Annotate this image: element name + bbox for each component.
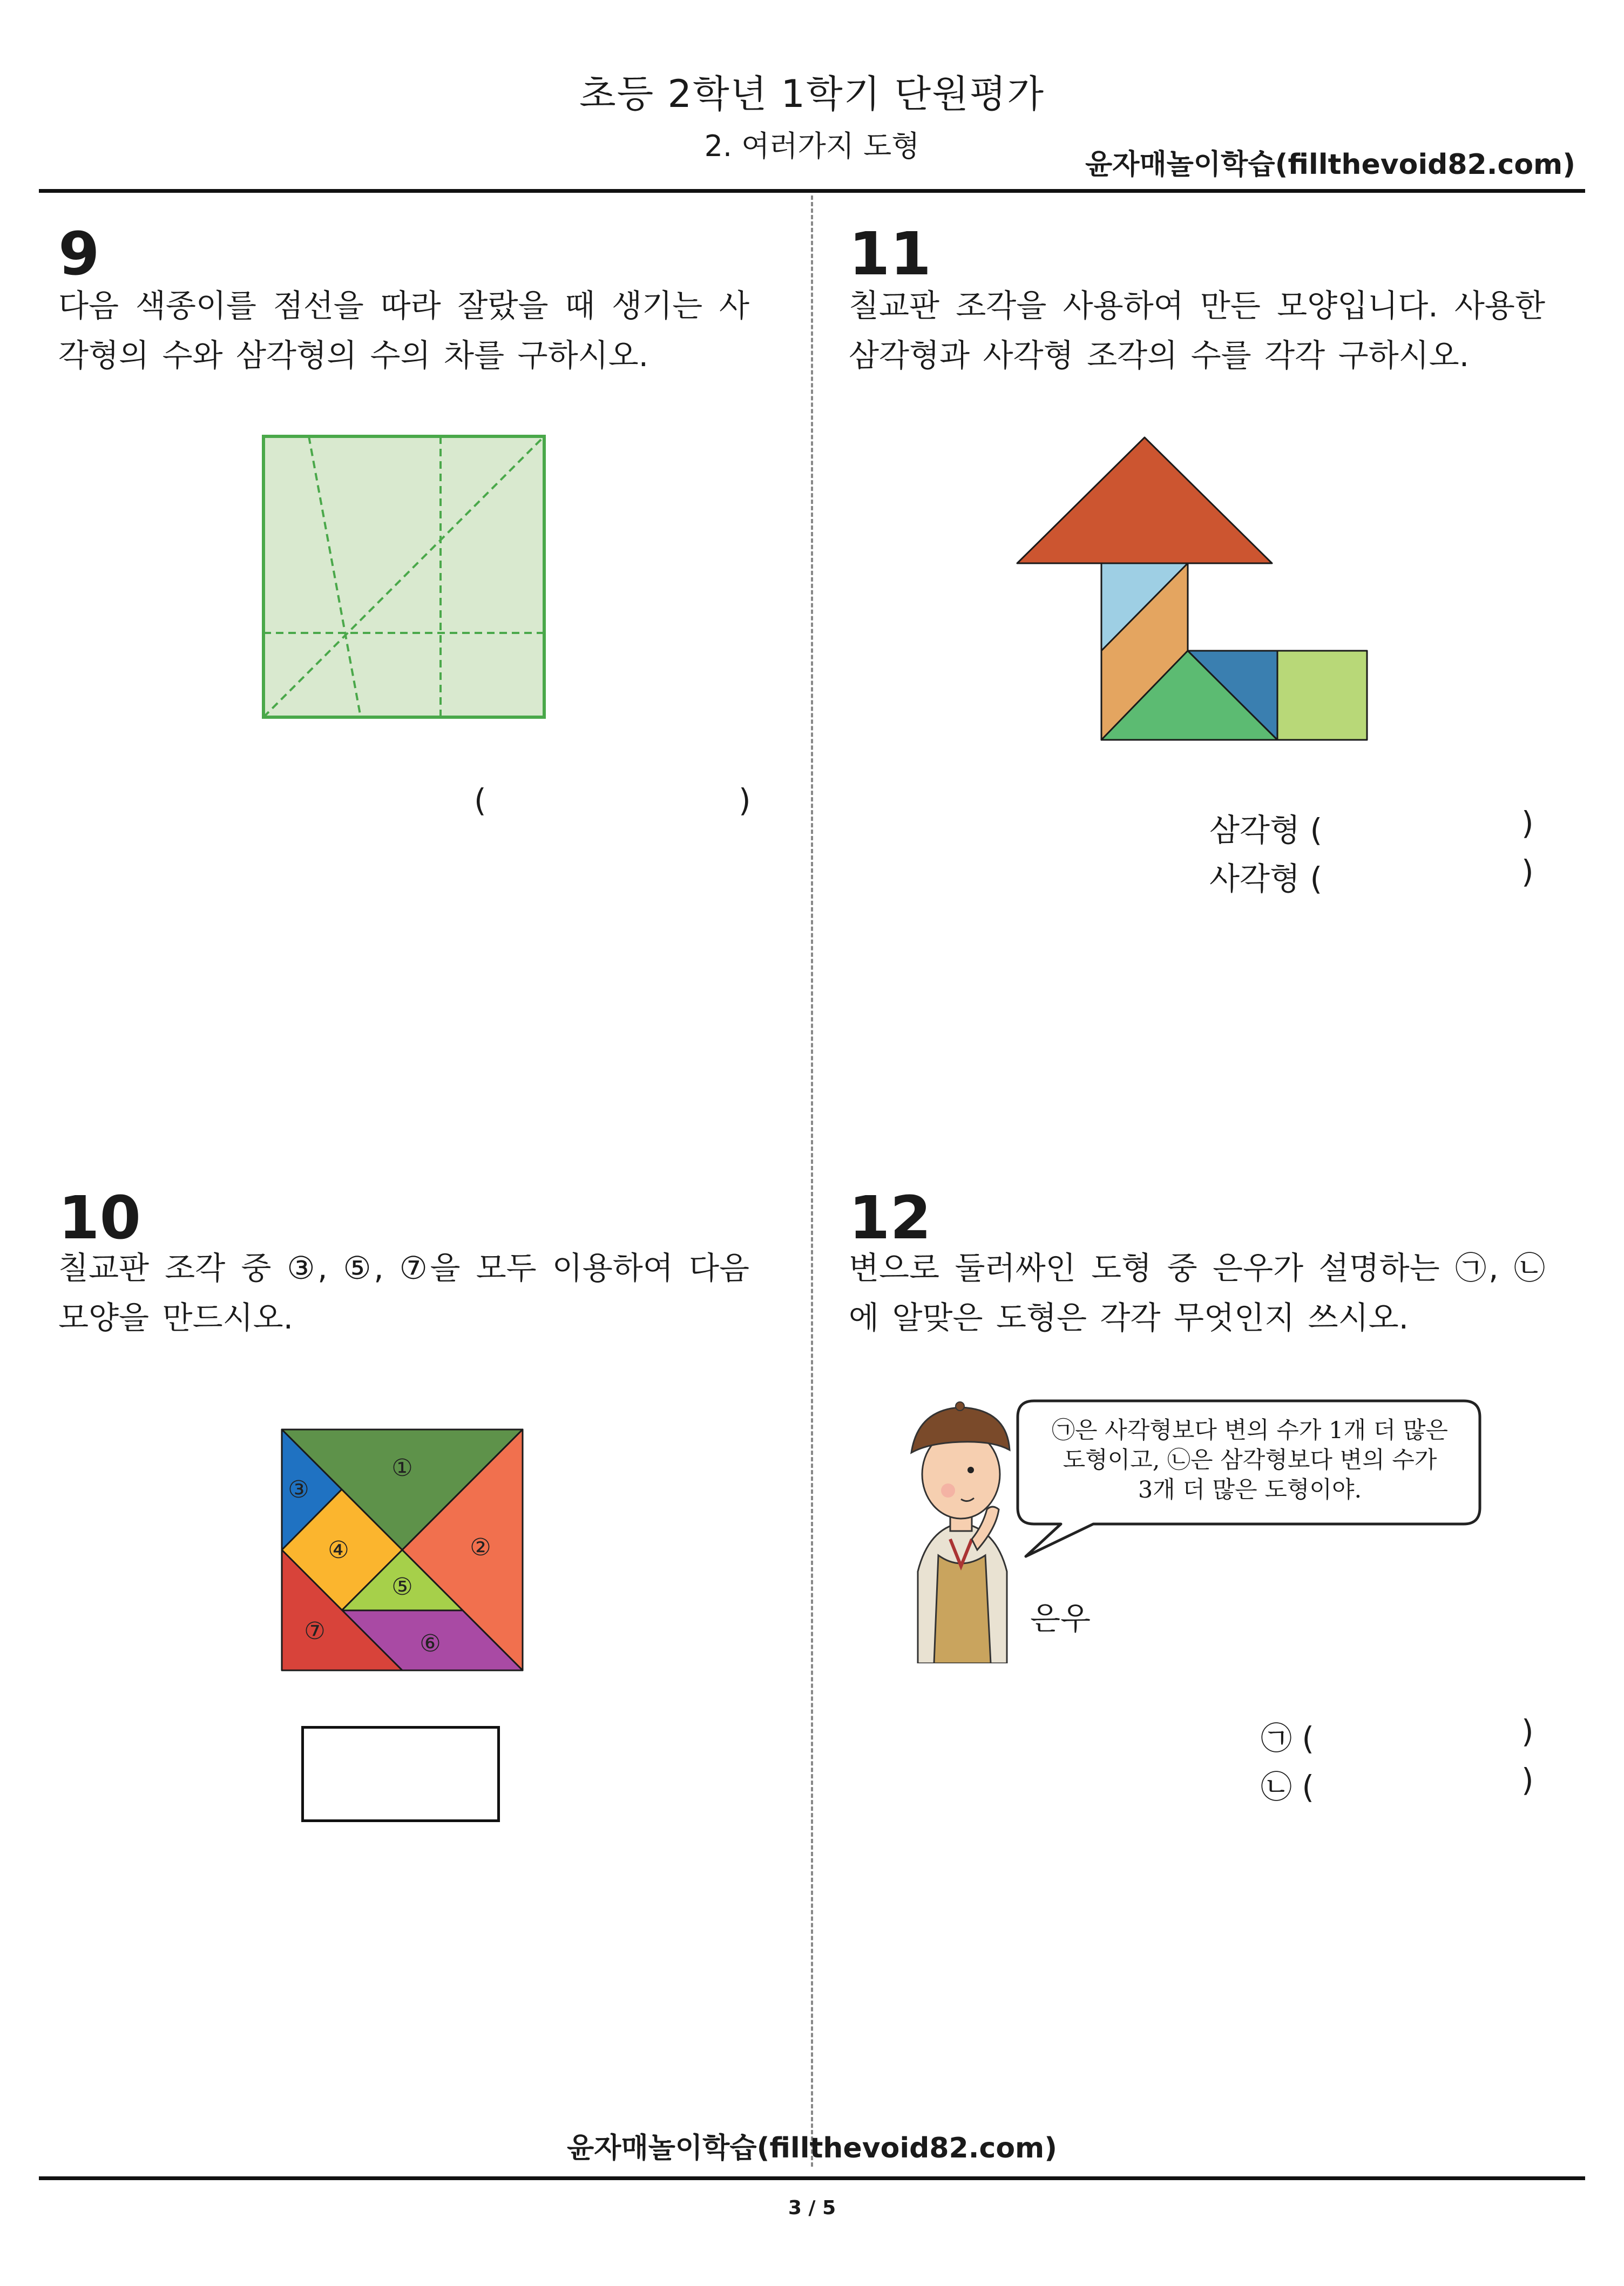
piece-5-label: ⑤ — [391, 1573, 413, 1601]
speech-line-3: 3개 더 많은 도형이야. — [1138, 1476, 1362, 1503]
question-11-number: 11 — [849, 219, 932, 288]
shape-answer-box[interactable] — [301, 1726, 500, 1822]
piece-7-label: ⑦ — [304, 1617, 326, 1645]
question-11-text: 칠교판 조각을 사용하여 만든 모양입니다. 사용한 삼각형과 사각형 조각의 수를 각각 구하시오. — [849, 287, 1545, 374]
speech-line-1: ㉠은 사각형보다 변의 수가 1개 더 많은 — [1052, 1417, 1448, 1444]
question-10-text: 칠교판 조각 중 ③, ⑤, ⑦을 모두 이용하여 다음 모양을 만드시오. — [58, 1250, 749, 1336]
speaker-name: 은우 — [1030, 1600, 1091, 1637]
page-title: 초등 2학년 1학기 단원평가 — [579, 72, 1045, 116]
header-rule — [39, 189, 1585, 193]
piece-6-label: ⑥ — [419, 1630, 441, 1657]
brand-header: 윤자매놀이학습(fillthevoid82.com) — [1085, 149, 1575, 181]
q9-answer-open: ( — [474, 782, 486, 819]
q12-answer-b-close: ) — [1521, 1762, 1534, 1798]
speech-line-2: 도형이고, ㉡은 삼각형보다 변의 수가 — [1063, 1447, 1437, 1474]
brand-footer: 윤자매놀이학습(fillthevoid82.com) — [566, 2132, 1057, 2164]
question-9-text: 다음 색종이를 점선을 따라 잘랐을 때 생기는 사각형의 수와 삼각형의 수의 차를 구하시오. — [58, 287, 749, 374]
question-12-text: 변으로 둘러싸인 도형 중 은우가 설명하는 ㉠, ㉡에 알맞은 도형은 각각 무엇인지 쓰시오. — [849, 1250, 1545, 1336]
piece-3-label: ③ — [288, 1476, 309, 1503]
colored-paper-figure — [259, 432, 551, 724]
piece-1-label: ① — [391, 1454, 413, 1482]
tangram-square-figure — [278, 1426, 526, 1674]
q11-square-label: 사각형 ( — [1209, 860, 1323, 897]
piece-4-label: ④ — [328, 1536, 349, 1564]
question-10-number: 10 — [58, 1183, 141, 1252]
boy-eunwoo-illustration — [896, 1393, 1026, 1663]
q12-answer-a-close: ) — [1521, 1713, 1534, 1750]
q11-triangle-label: 삼각형 ( — [1209, 812, 1323, 848]
question-12-number: 12 — [849, 1183, 932, 1252]
tangram-square — [1277, 651, 1367, 740]
page-number: 3 / 5 — [788, 2197, 836, 2219]
footer-rule — [39, 2176, 1585, 2180]
unit-subtitle: 2. 여러가지 도형 — [704, 129, 920, 163]
q9-answer-close: ) — [739, 782, 751, 819]
q11-triangle-close: ) — [1521, 805, 1534, 841]
q11-square-close: ) — [1521, 853, 1534, 890]
q12-answer-b-label: ㉡ ( — [1261, 1769, 1315, 1805]
q12-answer-a-label: ㉠ ( — [1261, 1720, 1315, 1757]
piece-2-label: ② — [470, 1534, 491, 1561]
question-9-number: 9 — [58, 219, 100, 288]
tangram-large-triangle-top — [1017, 437, 1272, 563]
column-divider — [811, 195, 813, 2167]
tangram-house-figure — [1010, 432, 1382, 751]
